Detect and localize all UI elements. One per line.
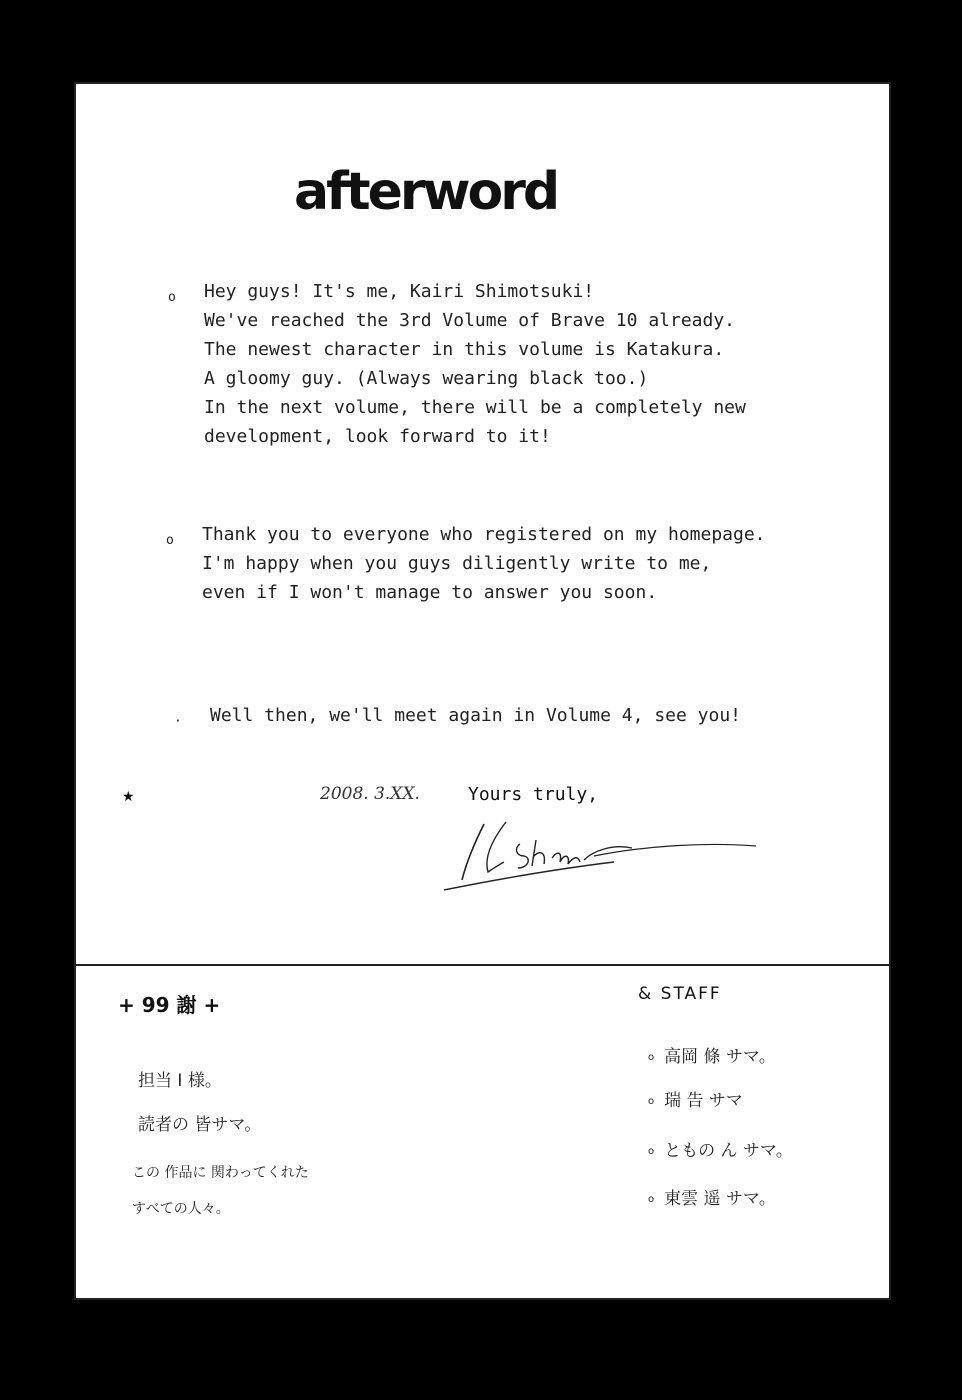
paragraph-line: even if I won't manage to answer you soon. <box>202 582 658 603</box>
bullet-icon: · <box>174 714 182 729</box>
staff-item <box>648 1184 776 1209</box>
star-mark-icon: ★ <box>122 789 135 805</box>
signature <box>444 814 764 894</box>
paragraph-greeting <box>168 277 746 451</box>
staff-item <box>648 1136 793 1161</box>
section-divider <box>76 964 889 966</box>
paragraph-line: The newest character in this volume is Katakura. <box>204 339 725 360</box>
bullet-icon: o <box>648 1193 655 1205</box>
page-title: afterword <box>294 162 558 222</box>
staff-name: 高岡 條 サマ。 <box>664 1047 776 1067</box>
thanks-line: 読者の 皆サマ。 <box>138 1115 262 1135</box>
paragraph-line: I'm happy when you guys diligently write to me, <box>202 553 712 574</box>
bullet-icon: o <box>648 1145 655 1157</box>
paragraph-farewell <box>174 701 742 730</box>
staff-name: 東雲 遥 サマ。 <box>664 1189 776 1209</box>
date: 2008. 3.XX. <box>320 784 420 804</box>
paragraph-line: Well then, we'll meet again in Volume 4, see you! <box>210 705 742 726</box>
bullet-icon: o <box>648 1095 655 1107</box>
paragraph-line: Hey guys! It's me, Kairi Shimotsuki! <box>204 281 595 302</box>
thanks-line: 担当 I 様。 <box>138 1071 222 1091</box>
paragraph-thanks-homepage <box>166 520 766 607</box>
special-thanks-heading: + 99 謝 + <box>118 993 221 1017</box>
paragraph-line: development, look forward to it! <box>204 426 551 447</box>
thanks-line: この 作品に 関わってくれた <box>132 1165 309 1181</box>
paragraph-line: In the next volume, there will be a completely new <box>204 397 746 418</box>
afterword-page <box>74 82 891 1300</box>
staff-item <box>648 1042 776 1067</box>
paragraph-line: Thank you to everyone who registered on my homepage. <box>202 524 766 545</box>
staff-heading <box>638 984 722 1004</box>
staff-name: 瑞 告 サマ <box>664 1091 743 1111</box>
bullet-icon: o <box>648 1051 655 1063</box>
staff-name: ともの ん サマ。 <box>664 1141 793 1161</box>
thanks-line: すべての人々。 <box>132 1201 230 1217</box>
staff-heading-label: STAFF <box>660 984 722 1004</box>
flourish-icon: & <box>638 984 654 1004</box>
staff-item <box>648 1086 743 1111</box>
paragraph-line: A gloomy guy. (Always wearing black too.) <box>204 368 649 389</box>
paragraph-line: We've reached the 3rd Volume of Brave 10 already. <box>204 310 736 331</box>
bullet-icon: o <box>166 533 174 548</box>
bullet-icon: o <box>168 290 176 305</box>
closing: Yours truly, <box>468 784 599 805</box>
